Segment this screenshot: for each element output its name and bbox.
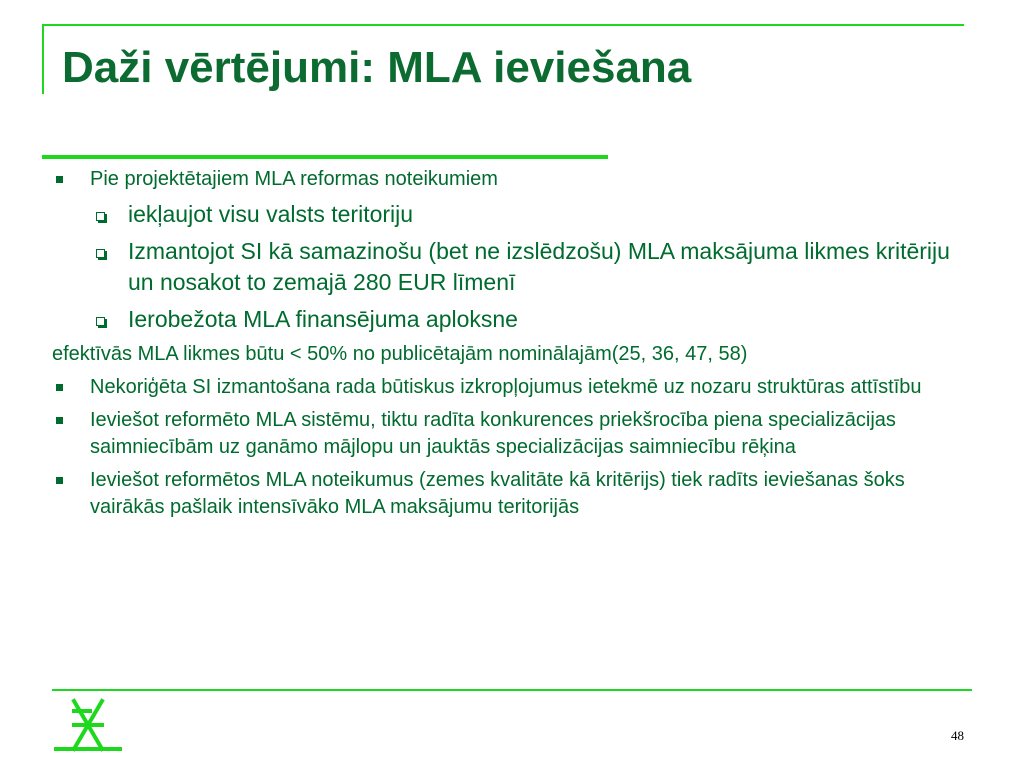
title-underline — [42, 155, 608, 159]
bullet-text: Ieviešot reformētos MLA noteikumus (zemes kvalitāte kā kritērijs) tiek radīts ieviešanas šoks vairākās pašlaik intensīvāko MLA maksājumu teritorijās — [90, 469, 905, 518]
square-bullet-icon — [56, 176, 63, 183]
sub-bullet-text: Izmantojot SI kā samazinošu (bet ne izslēdzošu) MLA maksājuma likmes kritēriju un nosakot to zemajā 280 EUR līmenī — [128, 238, 950, 295]
axe-logo-icon — [52, 697, 124, 753]
slide-number: 48 — [951, 728, 964, 743]
square-bullet-icon — [56, 477, 63, 484]
frame-top-line — [42, 24, 964, 26]
bullet-item — [52, 407, 972, 461]
sub-bullet-item — [52, 304, 972, 335]
bullet-text: Pie projektētajiem MLA reformas noteikumiem — [90, 168, 498, 190]
bullet-item — [52, 166, 972, 193]
bullet-item — [52, 374, 972, 401]
sub-bullet-item — [52, 199, 972, 230]
frame-left-line — [42, 24, 44, 94]
bullet-text: Ieviešot reformēto MLA sistēmu, tiktu radīta konkurences priekšrocība piena specializācijas saimniecībām uz ganāmo mājlopu un jauktās specializācijas saimniecību rēķina — [90, 409, 896, 458]
sub-bullet-text: iekļaujot visu valsts teritoriju — [128, 201, 414, 227]
bullet-text: Nekoriģēta SI izmantošana rada būtiskus izkropļojumus ietekmē uz nozaru struktūras attīstību — [90, 376, 922, 398]
slide-content — [52, 160, 972, 521]
bullet-item — [52, 467, 972, 521]
slide-title: Daži vērtējumi: MLA ieviešana — [62, 43, 692, 92]
sub-bullet-text: Ierobežota MLA finansējuma aploksne — [128, 306, 518, 332]
sub-bullet-item — [52, 236, 972, 298]
footer-line — [52, 689, 972, 691]
square-bullet-icon — [56, 417, 63, 424]
hollow-square-bullet-icon — [96, 212, 105, 221]
hollow-square-bullet-icon — [96, 249, 105, 258]
plain-text-line: efektīvās MLA likmes būtu < 50% no publicētajām nominālajām(25, 36, 47, 58) — [52, 343, 748, 365]
square-bullet-icon — [56, 384, 63, 391]
hollow-square-bullet-icon — [96, 317, 105, 326]
